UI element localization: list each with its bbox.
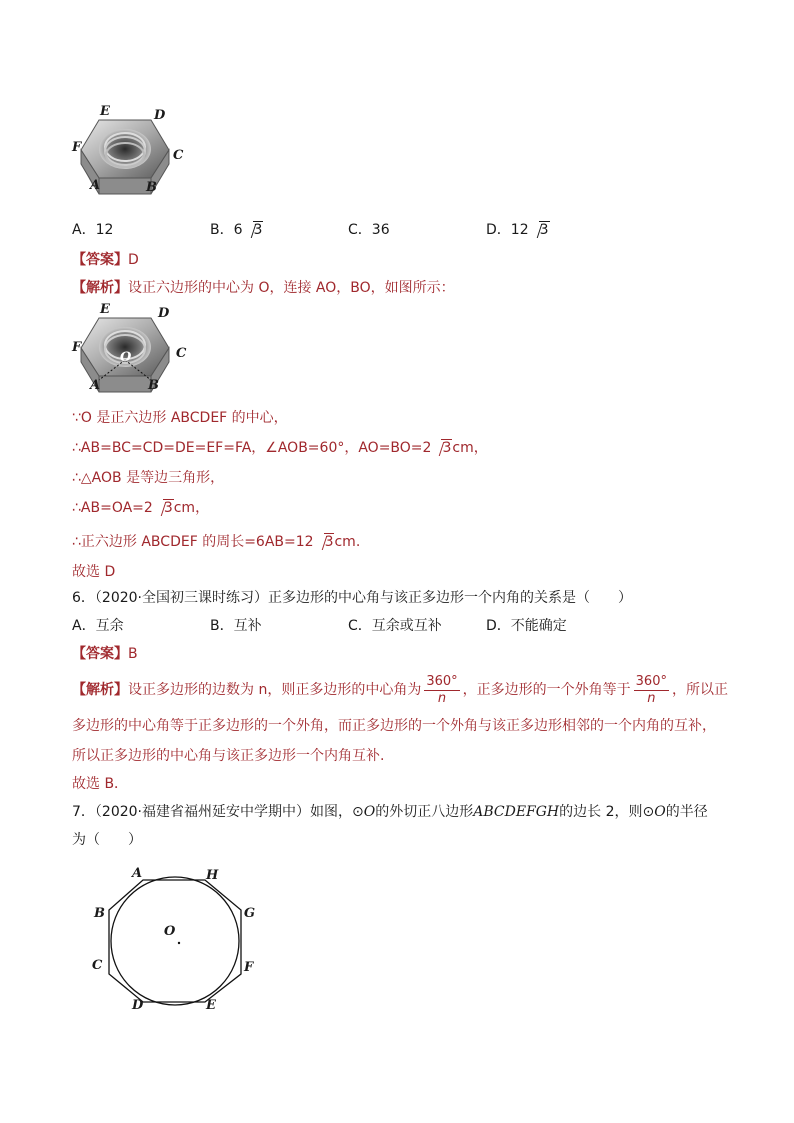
label-b: B xyxy=(146,180,157,195)
label-c: C xyxy=(173,148,184,163)
label-c: C xyxy=(92,958,103,973)
label-o: O xyxy=(164,924,176,939)
q5-conclusion: 故选 D xyxy=(72,564,116,580)
q6-answer: 【答案】B xyxy=(72,646,138,662)
q6-analysis-line-3: 所以正多边形的中心角与该正多边形一个内角互补. xyxy=(72,748,385,764)
label-b: B xyxy=(94,906,105,921)
label-e: E xyxy=(206,998,216,1013)
q6-analysis-line-2: 多边形的中心角等于正多边形的一个外角，而正多边形的一个外角与该正多边形相邻的一个内角的互补， xyxy=(72,718,716,734)
q5-option-a: A．12 xyxy=(72,222,114,238)
fraction: $\frac{360^\circ}{n}$ xyxy=(426,673,458,706)
label-c: C xyxy=(176,346,187,361)
label-e: E xyxy=(100,104,110,119)
q5-answer: 【答案】D xyxy=(72,252,139,268)
sqrt-symbol: 3 xyxy=(245,220,264,240)
label-f: F xyxy=(72,140,82,155)
q5-option-b: B．6 3 xyxy=(210,222,263,238)
sqrt-symbol: 3 xyxy=(531,220,550,240)
label-a: A xyxy=(90,178,101,193)
q5-step-2: ∴AB=BC=CD=DE=EF=FA，∠AOB=60°，AO=BO=2 3cm， xyxy=(72,440,488,456)
fraction: $\frac{360^\circ}{n}$ xyxy=(635,673,667,706)
q6-conclusion: 故选 B． xyxy=(72,776,129,792)
q5-option-c: C．36 xyxy=(348,222,390,238)
label-f: F xyxy=(72,340,82,355)
sqrt-symbol: 3 xyxy=(316,532,335,552)
label-a: A xyxy=(132,866,143,881)
label-o: O xyxy=(120,350,132,365)
label-f: F xyxy=(244,960,254,975)
label-h: H xyxy=(206,868,219,883)
q6-option-c: C．互余或互补 xyxy=(348,618,442,634)
octagon-circle-figure xyxy=(88,864,268,1014)
q7-stem-line-2: 为（ ） xyxy=(72,832,142,848)
hex-nut-figure xyxy=(66,102,196,202)
label-d: D xyxy=(158,306,170,321)
label-d: D xyxy=(154,108,166,123)
q5-option-d: D．12 3 xyxy=(486,222,549,238)
q6-option-a: A．互余 xyxy=(72,618,124,634)
q5-step-5: ∴正六边形 ABCDEF 的周长=6AB=12 3cm. xyxy=(72,534,361,550)
q7-stem-line-1: 7．（2020·福建省福州延安中学期中）如图，⊙O的外切正八边形ABCDEFGH的边长 2，则⊙O的半径 xyxy=(72,804,708,820)
q5-step-4: ∴AB=OA=2 3cm， xyxy=(72,500,210,516)
q6-analysis-line-1: 【解析】设正多边形的边数为 n，则正多边形的中心角为 $\frac{360^\circ}{n}$ ，正多边形的一个外角等于 $\frac{360^\circ}{n}$ ，所以正 xyxy=(72,673,728,706)
label-g: G xyxy=(244,906,256,921)
sqrt-symbol: 3 xyxy=(155,498,174,518)
q6-option-d: D．不能确定 xyxy=(486,618,567,634)
q5-analysis-intro: 【解析】设正六边形的中心为 O，连接 AO，BO，如图所示： xyxy=(72,280,455,296)
q5-step-3: ∴△AOB 是等边三角形， xyxy=(72,470,225,486)
q6-stem: 6．（2020·全国初三课时练习）正多边形的中心角与该正多边形一个内角的关系是（ ） xyxy=(72,590,632,606)
hex-nut-center-figure xyxy=(66,300,196,400)
label-b: B xyxy=(148,378,159,393)
label-d: D xyxy=(132,998,144,1013)
label-e: E xyxy=(100,302,110,317)
sqrt-symbol: 3 xyxy=(433,438,452,458)
q5-step-1: ∵O 是正六边形 ABCDEF 的中心， xyxy=(72,410,288,426)
label-a: A xyxy=(90,378,101,393)
q6-option-b: B．互补 xyxy=(210,618,262,634)
